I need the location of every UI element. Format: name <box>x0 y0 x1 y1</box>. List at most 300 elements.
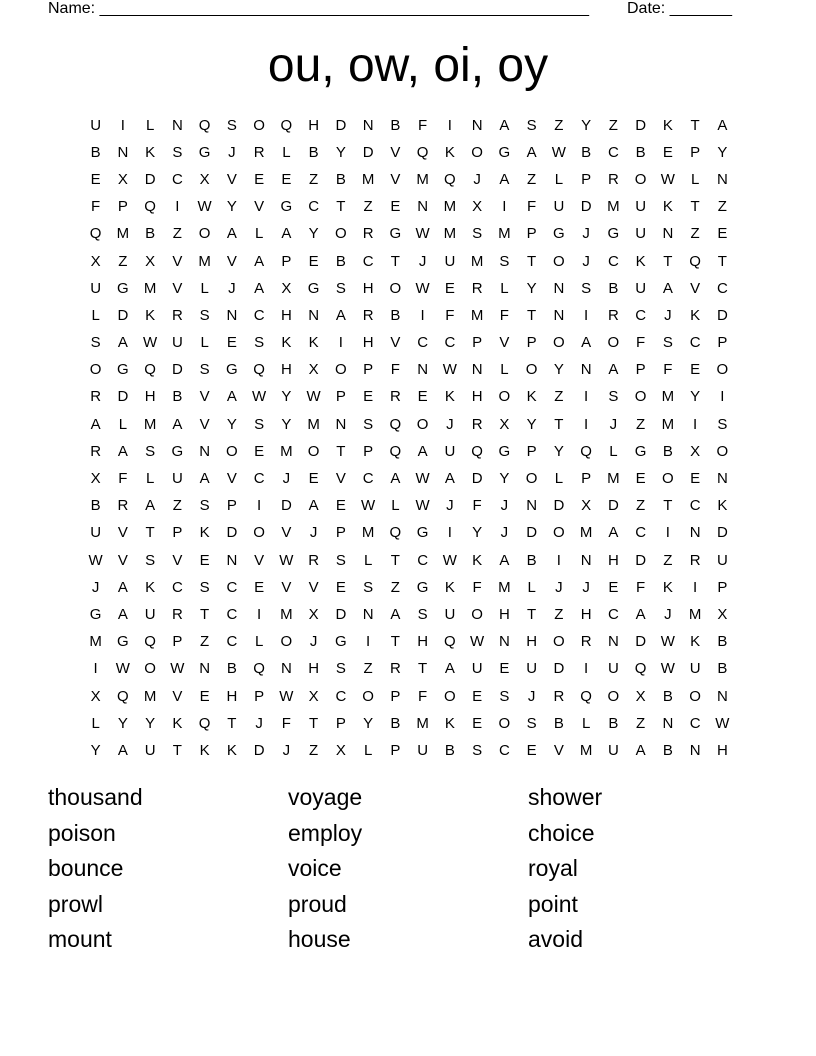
grid-letter[interactable]: I <box>584 660 589 678</box>
grid-letter[interactable]: Y <box>308 225 319 243</box>
grid-letter[interactable]: Z <box>636 714 646 732</box>
grid-letter[interactable]: T <box>145 524 155 542</box>
grid-letter[interactable]: Z <box>717 198 727 216</box>
grid-letter[interactable]: D <box>280 497 292 515</box>
grid-letter[interactable]: U <box>607 741 619 759</box>
grid-letter[interactable]: K <box>444 388 455 406</box>
grid-letter[interactable]: P <box>281 252 292 270</box>
grid-letter[interactable]: O <box>498 714 511 732</box>
grid-letter[interactable]: L <box>145 470 155 488</box>
grid-letter[interactable]: V <box>172 551 183 569</box>
grid-letter[interactable]: X <box>145 252 156 270</box>
grid-letter[interactable]: C <box>689 334 701 352</box>
grid-letter[interactable]: F <box>499 306 509 324</box>
grid-letter[interactable]: H <box>471 388 483 406</box>
grid-letter[interactable]: R <box>117 497 129 515</box>
grid-letter[interactable]: Q <box>580 687 592 705</box>
grid-letter[interactable]: C <box>498 741 510 759</box>
grid-letter[interactable]: K <box>472 551 483 569</box>
grid-letter[interactable]: J <box>664 605 672 623</box>
grid-letter[interactable]: N <box>553 279 565 297</box>
grid-letter[interactable]: L <box>554 470 564 488</box>
grid-letter[interactable]: M <box>688 605 702 623</box>
grid-letter[interactable]: W <box>279 551 294 569</box>
grid-letter[interactable]: A <box>581 334 592 352</box>
grid-letter[interactable]: P <box>472 334 483 352</box>
grid-letter[interactable]: A <box>117 578 128 596</box>
grid-letter[interactable]: O <box>471 143 483 161</box>
grid-letter[interactable]: P <box>526 442 537 460</box>
grid-letter[interactable]: E <box>199 687 210 705</box>
grid-letter[interactable]: N <box>199 442 211 460</box>
grid-letter[interactable]: R <box>471 415 483 433</box>
grid-letter[interactable]: R <box>308 551 320 569</box>
grid-letter[interactable]: Y <box>226 415 237 433</box>
grid-letter[interactable]: O <box>335 225 347 243</box>
grid-letter[interactable]: V <box>335 470 346 488</box>
grid-letter[interactable]: L <box>554 170 564 188</box>
grid-letter[interactable]: O <box>525 361 538 379</box>
grid-letter[interactable]: O <box>444 687 456 705</box>
grid-letter[interactable]: J <box>418 252 427 270</box>
grid-letter[interactable]: A <box>199 470 210 488</box>
grid-letter[interactable]: W <box>660 170 675 188</box>
grid-letter[interactable]: O <box>553 252 565 270</box>
grid-letter[interactable]: A <box>444 660 455 678</box>
grid-letter[interactable]: X <box>581 497 592 515</box>
grid-letter[interactable]: D <box>635 116 647 134</box>
grid-letter[interactable]: H <box>280 306 292 324</box>
grid-letter[interactable]: J <box>527 687 536 705</box>
grid-letter[interactable]: N <box>716 170 728 188</box>
grid-letter[interactable]: S <box>199 497 210 515</box>
grid-letter[interactable]: Y <box>281 388 292 406</box>
grid-letter[interactable]: C <box>417 551 429 569</box>
grid-letter[interactable]: G <box>335 633 347 651</box>
grid-letter[interactable]: D <box>553 660 565 678</box>
grid-letter[interactable]: L <box>500 279 509 297</box>
grid-letter[interactable]: O <box>471 605 483 623</box>
grid-letter[interactable]: M <box>361 524 375 542</box>
grid-letter[interactable]: Y <box>363 714 374 732</box>
grid-letter[interactable]: J <box>500 524 509 542</box>
grid-letter[interactable]: N <box>662 714 674 732</box>
grid-letter[interactable]: A <box>226 225 237 243</box>
grid-letter[interactable]: B <box>635 143 646 161</box>
grid-letter[interactable]: Q <box>253 361 265 379</box>
grid-letter[interactable]: H <box>308 116 320 134</box>
grid-letter[interactable]: U <box>90 279 102 297</box>
grid-letter[interactable]: Y <box>526 279 537 297</box>
grid-letter[interactable]: O <box>307 442 320 460</box>
grid-letter[interactable]: Y <box>226 198 237 216</box>
grid-letter[interactable]: P <box>335 524 346 542</box>
grid-letter[interactable]: N <box>308 306 320 324</box>
grid-letter[interactable]: B <box>226 660 237 678</box>
grid-letter[interactable]: Q <box>198 116 211 134</box>
grid-letter[interactable]: Y <box>553 442 564 460</box>
grid-letter[interactable]: H <box>144 388 156 406</box>
grid-letter[interactable]: T <box>690 198 700 216</box>
grid-letter[interactable]: E <box>635 470 646 488</box>
grid-letter[interactable]: D <box>471 470 483 488</box>
grid-letter[interactable]: Q <box>389 415 402 433</box>
grid-letter[interactable]: S <box>417 605 428 623</box>
grid-letter[interactable]: A <box>281 225 292 243</box>
grid-letter[interactable]: R <box>607 170 619 188</box>
grid-letter[interactable]: V <box>117 551 128 569</box>
grid-letter[interactable]: X <box>90 687 101 705</box>
grid-letter[interactable]: J <box>91 578 100 596</box>
grid-letter[interactable]: E <box>690 470 701 488</box>
grid-letter[interactable]: F <box>472 497 482 515</box>
grid-letter[interactable]: V <box>390 170 401 188</box>
grid-letter[interactable]: J <box>664 306 672 324</box>
grid-letter[interactable]: A <box>254 252 265 270</box>
grid-letter[interactable]: A <box>172 415 183 433</box>
grid-letter[interactable]: M <box>307 415 320 433</box>
grid-letter[interactable]: R <box>689 551 701 569</box>
grid-letter[interactable]: Z <box>118 252 128 270</box>
grid-letter[interactable]: J <box>255 714 263 732</box>
grid-letter[interactable]: U <box>444 605 456 623</box>
grid-letter[interactable]: C <box>689 714 701 732</box>
grid-letter[interactable]: I <box>584 388 589 406</box>
grid-letter[interactable]: T <box>390 551 400 569</box>
grid-letter[interactable]: L <box>91 714 100 732</box>
grid-letter[interactable]: Z <box>636 415 646 433</box>
grid-letter[interactable]: S <box>472 225 483 243</box>
grid-letter[interactable]: A <box>117 442 128 460</box>
grid-letter[interactable]: Q <box>444 633 456 651</box>
grid-letter[interactable]: J <box>582 578 590 596</box>
grid-letter[interactable]: O <box>226 442 238 460</box>
grid-letter[interactable]: M <box>143 279 157 297</box>
grid-letter[interactable]: K <box>690 633 701 651</box>
grid-letter[interactable]: U <box>171 470 183 488</box>
grid-letter[interactable]: C <box>226 605 238 623</box>
grid-letter[interactable]: U <box>635 198 647 216</box>
grid-letter[interactable]: P <box>363 442 374 460</box>
grid-letter[interactable]: B <box>717 660 728 678</box>
grid-letter[interactable]: T <box>527 252 537 270</box>
grid-letter[interactable]: X <box>308 687 319 705</box>
grid-letter[interactable]: M <box>443 198 457 216</box>
grid-letter[interactable]: D <box>144 170 156 188</box>
grid-letter[interactable]: U <box>444 252 456 270</box>
grid-letter[interactable]: S <box>472 741 483 759</box>
grid-letter[interactable]: G <box>117 633 129 651</box>
grid-letter[interactable]: D <box>226 524 238 542</box>
grid-letter[interactable]: C <box>253 470 265 488</box>
grid-letter[interactable]: G <box>389 225 402 243</box>
grid-letter[interactable]: W <box>415 279 430 297</box>
grid-letter[interactable]: U <box>635 225 647 243</box>
grid-letter[interactable]: P <box>635 361 646 379</box>
grid-letter[interactable]: D <box>716 524 728 542</box>
grid-letter[interactable]: B <box>662 687 673 705</box>
grid-letter[interactable]: R <box>607 306 619 324</box>
grid-letter[interactable]: C <box>308 198 320 216</box>
grid-letter[interactable]: Z <box>608 116 618 134</box>
grid-letter[interactable]: E <box>335 578 346 596</box>
grid-letter[interactable]: U <box>607 660 619 678</box>
grid-letter[interactable]: W <box>279 687 294 705</box>
grid-letter[interactable]: L <box>500 361 509 379</box>
grid-letter[interactable]: P <box>390 687 401 705</box>
grid-letter[interactable]: O <box>416 415 429 433</box>
grid-letter[interactable]: M <box>498 578 511 596</box>
grid-letter[interactable]: T <box>663 497 673 515</box>
grid-letter[interactable]: U <box>716 551 728 569</box>
grid-letter[interactable]: V <box>172 252 183 270</box>
grid-letter[interactable]: K <box>635 252 646 270</box>
grid-letter[interactable]: M <box>607 198 620 216</box>
grid-letter[interactable]: N <box>335 415 347 433</box>
grid-letter[interactable]: B <box>145 225 156 243</box>
grid-letter[interactable]: E <box>717 225 728 243</box>
grid-letter[interactable]: J <box>309 633 318 651</box>
grid-letter[interactable]: G <box>117 279 129 297</box>
grid-letter[interactable]: O <box>280 633 293 651</box>
grid-letter[interactable]: L <box>690 170 700 188</box>
grid-letter[interactable]: S <box>145 551 156 569</box>
grid-letter[interactable]: M <box>116 225 130 243</box>
grid-letter[interactable]: W <box>415 497 430 515</box>
grid-letter[interactable]: M <box>280 605 293 623</box>
grid-letter[interactable]: F <box>418 687 428 705</box>
grid-letter[interactable]: S <box>254 415 265 433</box>
grid-letter[interactable]: H <box>226 687 238 705</box>
grid-letter[interactable]: M <box>607 470 620 488</box>
grid-letter[interactable]: X <box>199 170 210 188</box>
grid-letter[interactable]: J <box>582 252 590 270</box>
grid-letter[interactable]: I <box>665 524 670 542</box>
grid-letter[interactable]: U <box>144 605 156 623</box>
grid-letter[interactable]: X <box>281 279 292 297</box>
grid-letter[interactable]: Y <box>690 388 701 406</box>
grid-letter[interactable]: O <box>144 660 156 678</box>
grid-letter[interactable]: C <box>226 633 238 651</box>
grid-letter[interactable]: T <box>336 442 346 460</box>
grid-letter[interactable]: U <box>635 279 647 297</box>
grid-letter[interactable]: U <box>444 442 456 460</box>
grid-letter[interactable]: K <box>662 116 673 134</box>
grid-letter[interactable]: S <box>363 415 374 433</box>
grid-letter[interactable]: A <box>499 551 510 569</box>
grid-letter[interactable]: P <box>526 225 537 243</box>
grid-letter[interactable]: D <box>635 633 647 651</box>
grid-letter[interactable]: Q <box>144 361 156 379</box>
grid-letter[interactable]: A <box>254 279 265 297</box>
grid-letter[interactable]: M <box>143 687 157 705</box>
grid-letter[interactable]: R <box>90 388 102 406</box>
grid-letter[interactable]: S <box>226 116 237 134</box>
grid-letter[interactable]: D <box>526 524 538 542</box>
grid-letter[interactable]: V <box>254 551 265 569</box>
grid-letter[interactable]: U <box>144 741 156 759</box>
grid-letter[interactable]: D <box>117 388 129 406</box>
grid-letter[interactable]: I <box>338 334 343 352</box>
grid-letter[interactable]: E <box>662 143 673 161</box>
grid-letter[interactable]: X <box>335 741 346 759</box>
grid-letter[interactable]: H <box>308 660 320 678</box>
grid-letter[interactable]: L <box>527 578 536 596</box>
grid-letter[interactable]: N <box>471 361 483 379</box>
grid-letter[interactable]: L <box>254 225 264 243</box>
grid-letter[interactable]: X <box>117 170 128 188</box>
grid-letter[interactable]: G <box>498 143 511 161</box>
grid-letter[interactable]: D <box>335 116 347 134</box>
grid-letter[interactable]: W <box>660 660 675 678</box>
grid-letter[interactable]: G <box>171 442 184 460</box>
grid-letter[interactable]: X <box>690 442 701 460</box>
grid-letter[interactable]: C <box>253 306 265 324</box>
grid-letter[interactable]: S <box>499 252 510 270</box>
grid-letter[interactable]: Q <box>416 143 429 161</box>
grid-letter[interactable]: Q <box>198 714 211 732</box>
grid-letter[interactable]: S <box>172 143 183 161</box>
grid-letter[interactable]: O <box>553 633 565 651</box>
grid-letter[interactable]: Q <box>89 225 102 243</box>
grid-letter[interactable]: F <box>418 116 428 134</box>
grid-letter[interactable]: V <box>308 578 319 596</box>
grid-letter[interactable]: R <box>389 660 401 678</box>
grid-letter[interactable]: P <box>717 334 728 352</box>
grid-letter[interactable]: O <box>553 334 565 352</box>
grid-letter[interactable]: Y <box>499 470 510 488</box>
grid-letter[interactable]: W <box>660 633 675 651</box>
grid-letter[interactable]: L <box>581 714 591 732</box>
grid-letter[interactable]: W <box>470 633 485 651</box>
grid-letter[interactable]: N <box>362 605 374 623</box>
grid-letter[interactable]: I <box>257 497 262 515</box>
grid-letter[interactable]: N <box>498 633 510 651</box>
grid-letter[interactable]: G <box>607 225 620 243</box>
grid-letter[interactable]: V <box>172 279 183 297</box>
grid-letter[interactable]: W <box>715 714 730 732</box>
grid-letter[interactable]: W <box>361 497 376 515</box>
grid-letter[interactable]: N <box>580 551 592 569</box>
grid-letter[interactable]: T <box>717 252 727 270</box>
grid-letter[interactable]: C <box>171 170 183 188</box>
grid-letter[interactable]: W <box>143 334 158 352</box>
grid-letter[interactable]: S <box>526 714 537 732</box>
grid-letter[interactable]: O <box>634 170 647 188</box>
grid-letter[interactable]: E <box>526 741 537 759</box>
grid-letter[interactable]: J <box>446 497 454 515</box>
grid-letter[interactable]: K <box>281 334 292 352</box>
grid-letter[interactable]: A <box>608 361 619 379</box>
grid-letter[interactable]: A <box>417 442 428 460</box>
grid-letter[interactable]: J <box>555 578 563 596</box>
grid-letter[interactable]: I <box>502 198 507 216</box>
grid-letter[interactable]: T <box>390 252 400 270</box>
grid-letter[interactable]: C <box>635 524 647 542</box>
grid-letter[interactable]: Y <box>581 116 592 134</box>
grid-letter[interactable]: J <box>473 170 481 188</box>
grid-letter[interactable]: Z <box>172 225 182 243</box>
grid-letter[interactable]: U <box>689 660 701 678</box>
grid-letter[interactable]: J <box>446 415 454 433</box>
grid-letter[interactable]: C <box>362 252 374 270</box>
grid-letter[interactable]: L <box>254 633 264 651</box>
grid-letter[interactable]: U <box>90 524 102 542</box>
grid-letter[interactable]: E <box>226 334 237 352</box>
grid-letter[interactable]: P <box>717 578 728 596</box>
grid-letter[interactable]: J <box>309 524 318 542</box>
grid-letter[interactable]: G <box>416 578 429 596</box>
grid-letter[interactable]: K <box>717 497 728 515</box>
grid-letter[interactable]: O <box>716 442 729 460</box>
grid-letter[interactable]: C <box>171 578 183 596</box>
grid-letter[interactable]: P <box>117 198 128 216</box>
grid-letter[interactable]: N <box>689 524 701 542</box>
grid-letter[interactable]: K <box>444 578 455 596</box>
grid-letter[interactable]: K <box>199 741 210 759</box>
grid-letter[interactable]: K <box>226 741 237 759</box>
grid-letter[interactable]: Z <box>172 497 182 515</box>
grid-letter[interactable]: O <box>389 279 402 297</box>
grid-letter[interactable]: I <box>175 198 180 216</box>
grid-letter[interactable]: D <box>117 306 129 324</box>
grid-letter[interactable]: N <box>716 470 728 488</box>
grid-letter[interactable]: F <box>118 470 128 488</box>
grid-letter[interactable]: L <box>363 551 373 569</box>
grid-letter[interactable]: P <box>690 143 701 161</box>
grid-letter[interactable]: K <box>145 578 156 596</box>
grid-letter[interactable]: G <box>553 225 565 243</box>
grid-letter[interactable]: Z <box>554 388 564 406</box>
grid-letter[interactable]: U <box>171 334 183 352</box>
grid-letter[interactable]: T <box>527 306 537 324</box>
grid-letter[interactable]: S <box>581 279 592 297</box>
grid-letter[interactable]: E <box>335 497 346 515</box>
grid-letter[interactable]: T <box>690 116 700 134</box>
grid-letter[interactable]: A <box>499 116 510 134</box>
grid-letter[interactable]: O <box>362 687 374 705</box>
grid-letter[interactable]: I <box>366 633 371 651</box>
grid-letter[interactable]: A <box>308 497 319 515</box>
grid-letter[interactable]: A <box>635 741 646 759</box>
grid-letter[interactable]: N <box>226 551 238 569</box>
grid-letter[interactable]: N <box>417 361 429 379</box>
grid-letter[interactable]: A <box>635 605 646 623</box>
grid-letter[interactable]: E <box>472 687 483 705</box>
grid-letter[interactable]: W <box>442 551 457 569</box>
grid-letter[interactable]: H <box>498 605 510 623</box>
grid-letter[interactable]: S <box>335 660 346 678</box>
grid-letter[interactable]: N <box>226 306 238 324</box>
grid-letter[interactable]: M <box>470 306 484 324</box>
grid-letter[interactable]: A <box>390 470 401 488</box>
grid-letter[interactable]: K <box>662 578 673 596</box>
grid-letter[interactable]: Z <box>390 578 400 596</box>
grid-letter[interactable]: Y <box>281 415 292 433</box>
grid-letter[interactable]: A <box>226 388 237 406</box>
grid-letter[interactable]: E <box>308 252 319 270</box>
grid-letter[interactable]: A <box>335 306 346 324</box>
grid-letter[interactable]: B <box>172 388 183 406</box>
grid-letter[interactable]: V <box>281 524 292 542</box>
grid-letter[interactable]: P <box>390 741 401 759</box>
grid-letter[interactable]: O <box>662 470 674 488</box>
grid-letter[interactable]: R <box>580 633 592 651</box>
grid-letter[interactable]: I <box>93 660 98 678</box>
grid-letter[interactable]: L <box>200 279 209 297</box>
grid-letter[interactable]: M <box>579 524 593 542</box>
grid-letter[interactable]: R <box>389 388 401 406</box>
